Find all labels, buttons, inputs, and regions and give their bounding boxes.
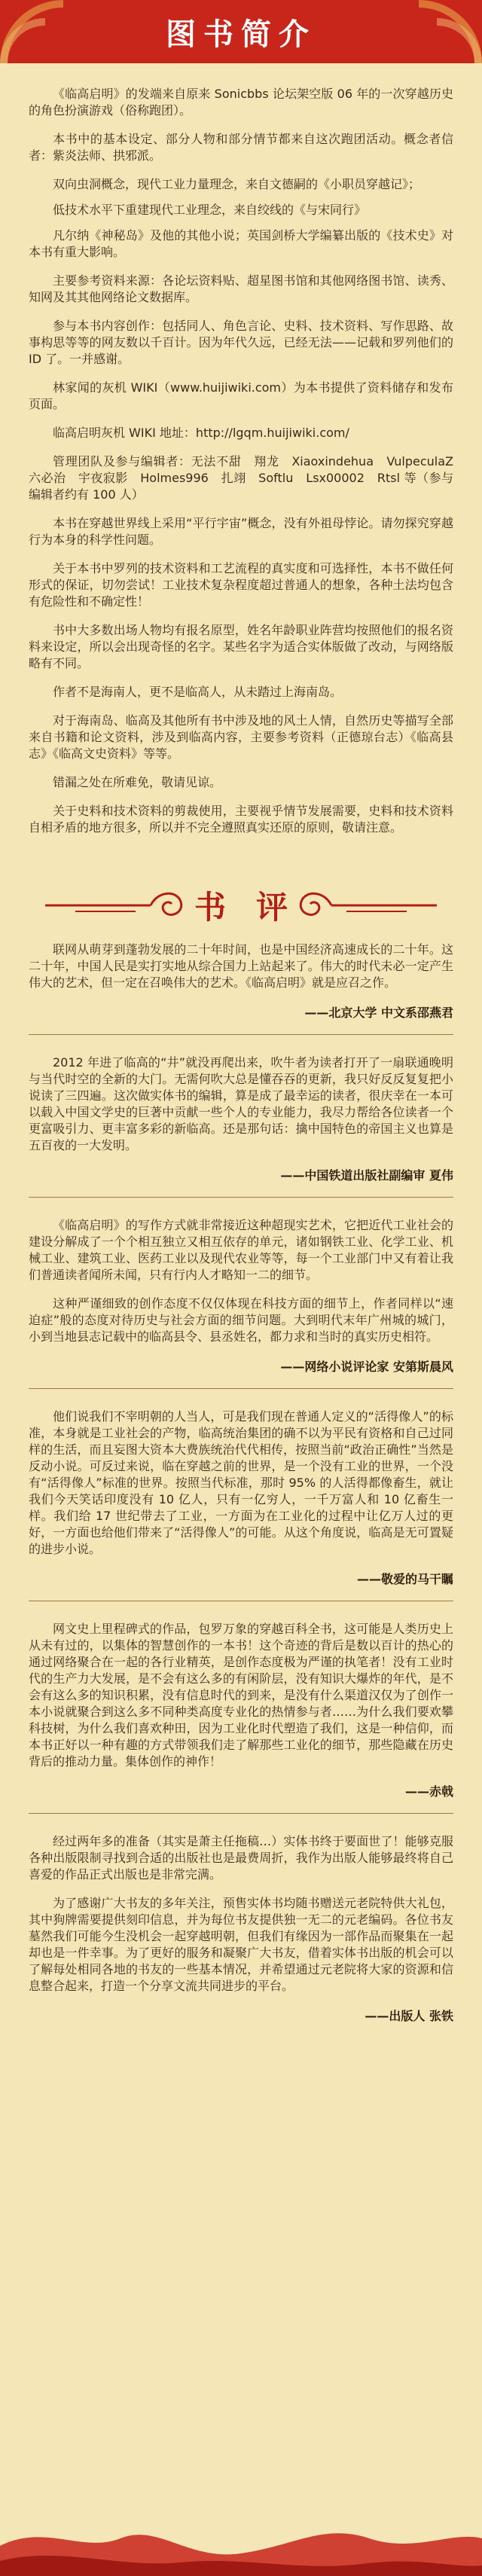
review-paragraph: 2012 年进了临高的“井”就没再爬出来，吹牛者为读者打开了一扇联通晚明与当代时空的全新的大门。无需何吹大总是懂吞吞的更新，我只好反反复复把小说读了三四遍。这次做实体书的编辑，算是成了最幸运的读者，很庆幸在一本可以载入中国文学史的巨著中贡献一些个人的专业能力，我尽力帮给各位读者一个更富吸引力、更丰富多彩的新临高。还是那句话：擒中国特色的帝国主义也算是五百夜的一大发明。 (29, 1055, 453, 1152)
review-signature: ——北京大学 中文系邵燕君 (304, 1006, 453, 1020)
intro-section (0, 63, 482, 856)
review-paragraph: 网文史上里程碑式的作品，包罗万象的穿越百科全书，这可能是人类历史上从未有过的，以集体的智慧创作的一本书！这个奇迹的背后是数以百计的热心的通过网络聚合在一起的各行业精英，是创作态度极为严谨的执笔者！没有工业时代的生产力大发展，是不会有这么多的有闲阶层，没有知识大爆炸的年代，是不会有这么多的知识积累，没有信息时代的到来，是没有什么渠道汉仅为了创作一本小说就聚合到这么多不同种类高度专业化的热情参与者……为什么我们要欢攀科技树，为什么我们喜欢种田，因为工业化时代塑造了我们，这是一种信仰，而本书正好以一种有趣的方式带领我们走了解那些工业化的细节，那些隐藏在历史背后的推动力量。集体创作的神作！ (29, 1622, 453, 1769)
intro-paragraph: 管理团队及参与编辑者：无法不甜 翔龙 Xiaoxindehua VulpeculaZ 六必治 宇夜寂影 Holmes996 扎翊 Softlu Lsx00002 Rtsl 等（参与编辑者约有 100 人） (29, 454, 466, 502)
intro-paragraph: 关于本书中罗列的技术资料和工艺流程的真实度和可选择性，本书不做任何形式的保证，切勿尝试！工业技术复杂程度超过普通人的想象，各种土法均包含有危险性和不确定性！ (29, 561, 453, 609)
review-header (0, 869, 482, 942)
intro-paragraph: 双向虫洞概念，现代工业力量理念，来自文德嗣的《小职员穿越记》； (53, 177, 421, 191)
review-paragraph: 他们说我们不宰明朝的人当人，可是我们现在普通人定义的“活得像人”的标准，本身就是工业社会的产物，临高统治集团的确不以为平民有资格和自己过同样的生活，而且妄图大资本大费族统治代代相传，按照当前“政治正确性”当然是反动小说。可反过来说，临在穿越之前的世界，是一个没有工业的世界，一个没有“活得像人”标准的世界。按照当代标准，那时 95% 的人活得都像畜生，就让我们今天笑话印度没有 10 亿人，只有一亿穷人，一千万富人和 10 亿畜生一样。我们给 17 世纪带去了工业，一方面为在工业化的过程中让亿万人过的更好，一方面也给他们带来了“活得像人”的可能。从这个角度说，临高是无可置疑的进步小说。 (29, 1409, 453, 1556)
intro-paragraph: 本书在穿越世界线上采用“平行宇宙”概念，没有外祖母悖论。请勿探究穿越行为本身的科学性问题。 (29, 516, 453, 547)
review-signature: ——中国铁道出版社副编审 夏伟 (280, 1168, 453, 1183)
intro-paragraph: 本书中的基本设定、部分人物和部分情节都来自这次跑团活动。概念者信者：紫炎法师、拱邪派。 (29, 132, 453, 163)
divider (29, 1813, 453, 1814)
intro-paragraph: 作者不是海南人，更不是临高人，从未踏过上海南岛。 (53, 685, 343, 699)
intro-paragraph: 参与本书内容创作：包括同人、角色言论、史料、技术资料、写作思路、故事构思等等的网友数以千百计。因为年代久远，已经无法——记载和罗列他们的 ID 了。一并感谢。 (29, 319, 453, 366)
review-paragraph: 联网从萌芽到蓬勃发展的二十年时间，也是中国经济高速成长的二十年。这二十年，中国人民是实打实地从综合国力上站起来了。伟大的时代未必一定产生伟大的艺术，但一定在召唤伟大的艺术。《临高启明》就是应召之作。 (29, 942, 453, 990)
review-signature: ——网络小说评论家 安第斯晨风 (280, 1360, 453, 1374)
intro-paragraph: 林家闻的灰机 WIKI（www.huijiwiki.com）为本书提供了资料储存和发布页面。 (29, 380, 453, 411)
fan-decoration-right (392, 0, 482, 63)
intro-paragraph: 主要参考资料来源：各论坛资料贴、超星图书馆和其他网络图书馆、读秀、知网及其其他网络论文数据库。 (29, 273, 453, 304)
intro-paragraph: 《临高启明》的发端来自原来 Sonicbbs 论坛架空版 06 年的一次穿越历史的角色扮演游戏（俗称跑团）。 (29, 87, 453, 118)
review-paragraph: 经过两年多的准备（其实是萧主任拖稿…）实体书终于要面世了！能够克服各种出版限制寻找到合适的出版社也是最费周折，我作为出版人能够最终将自己喜爱的作品正式出版也是非常完满。 (29, 1834, 453, 1882)
reviews-title: 书评 (194, 889, 318, 926)
intro-paragraph: 关于史料和技术资料的剪裁使用，主要视乎情节发展需要，史料和技术资料自相矛盾的地方很多，所以并不完全遵照真实还原的原则，敬请注意。 (29, 804, 453, 835)
review-signature: ——出版人 张铁 (365, 2009, 453, 2023)
footer-decoration (0, 2493, 482, 2576)
intro-paragraph: 凡尔纳《神秘岛》及他的其他小说；英国剑桥大学编纂出版的《技术史》对本书有重大影响。 (29, 228, 453, 259)
intro-banner (0, 0, 482, 63)
divider (29, 1034, 453, 1035)
intro-paragraph: 对于海南岛、临高及其他所有书中涉及地的风土人情，自然历史等描写全部来自书籍和论文资料，涉及到临高内容，主要参考资料（正德琼台志）《临高县志》《临高文史资料》等等。 (29, 713, 453, 761)
intro-paragraph: 书中大多数出场人物均有报名原型，姓名年龄职业阵营均按照他们的报名资料来设定，所以会出现奇怪的名字。某些名字为适合实体版做了改动，与网络版略有不同。 (29, 623, 453, 670)
fan-decoration-left (0, 0, 90, 63)
review-signature: ——敬爱的马干瞩 (356, 1572, 453, 1586)
review-paragraph: 《临高启明》的写作方式就非常接近这种超现实艺术，它把近代工业社会的建设分解成了一个个相互独立又相互依存的单元，诸如钢铁工业、化学工业、机械工业、建筑工业、医药工业以及现代农业等等，每一个工业部门中又有着让我们普通读者闻所未闻，只有行内人才略知一二的细节。 (29, 1218, 453, 1282)
divider (29, 1388, 453, 1389)
review-signature: ——赤戟 (404, 1784, 453, 1799)
review-paragraph: 这种严谨细致的创作态度不仅仅体现在科技方面的细节上，作者同样以“速迫症”般的态度对待历史与社会方面的细节问题。大到明代末年广州城的城门，小到当地县志记载中的临高县令、县丞姓名，都力求和当时的真实历史相符。 (29, 1296, 453, 1344)
review-block (0, 942, 482, 2043)
intro-title: 图书简介 (166, 16, 316, 52)
intro-paragraph: 错漏之处在所难免，敬请见谅。 (53, 775, 222, 789)
intro-paragraph: 低技术水平下重建现代工业理念，来自绞线的《与宋同行》 (53, 203, 367, 217)
divider (29, 1197, 453, 1198)
wiki-address: 临高启明灰机 WIKI 地址：http://lgqm.huijiwiki.com/ (53, 426, 349, 440)
review-paragraph: 为了感谢广大书友的多年关注，预售实体书均随书赠送元老院特供大礼包，其中狗牌需要提供刻印信息，并为每位书友提供独一无二的元老编码。各位书友墓然我们可能今生没机会一起穿越明朝，但我们有缘因为一部作品而聚集在一起却也是一件幸事。为了更好的服务和凝聚广大书友，借着实体书出版的机会可以了解每处相同各地的书友的一些基本情况，并希望通过元老院将大家的资源和信息整合起来，打造一个分享文流共同进步的平台。 (29, 1896, 453, 1993)
